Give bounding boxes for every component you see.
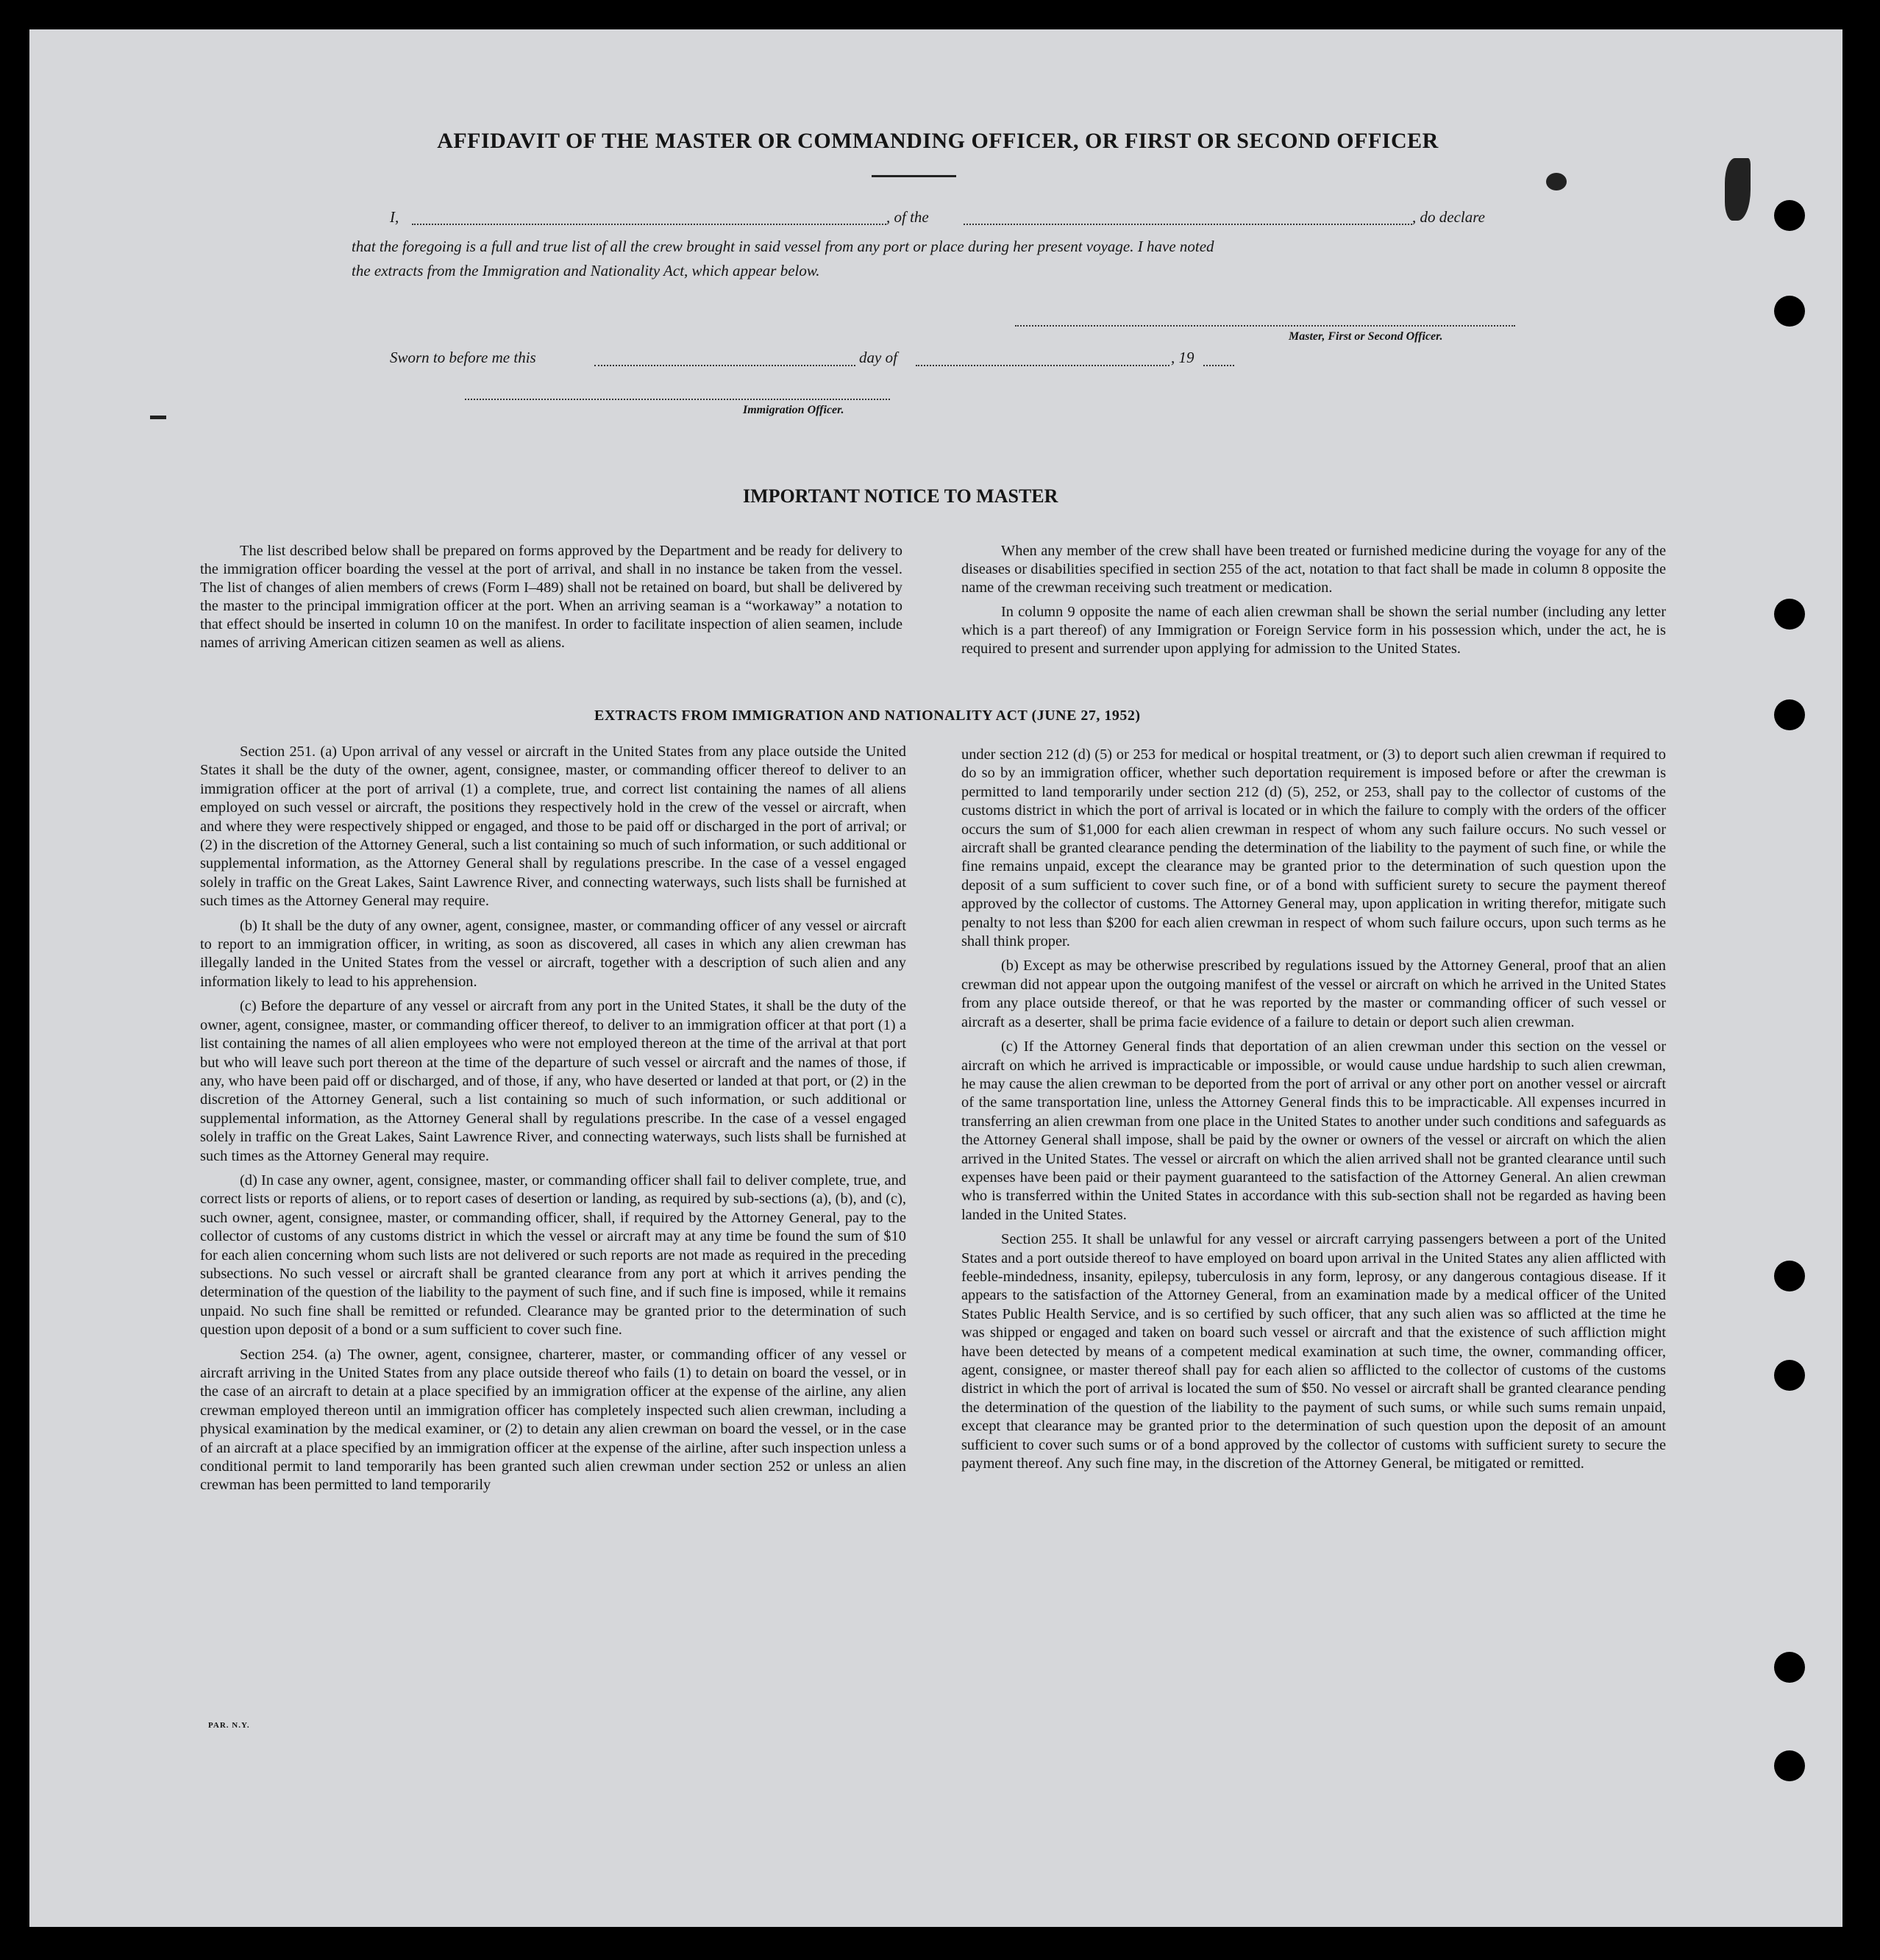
punch-hole bbox=[1774, 699, 1805, 730]
punch-hole bbox=[1774, 599, 1805, 630]
notice-right-column bbox=[961, 542, 1666, 664]
section-251a: Section 251. (a) Upon arrival of any vessel or aircraft in the United States from any place outside the United States it shall be the duty of the owner, agent, consignee, master, or commanding officer thereof to deliver to an immigration officer at the port of arrival (1) a complete, true, and correct list containing the names of all aliens employed on such vessel or aircraft, the positions they respectively hold in the crew of the vessel or aircraft, when and where they were respectively shipped or engaged, and those to be paid off or discharged in the port of arrival; or (2) in the discretion of the Attorney General, such a list containing so much of such information, or such additional or supplemental information, as the Attorney General shall by regulations prescribe. In the case of a vessel engaged solely in traffic on the Great Lakes, Saint Lawrence River, and connecting waterways, such lists shall be furnished at such times as the Attorney General may require. bbox=[200, 744, 906, 910]
declare-do: , do declare bbox=[1412, 208, 1485, 226]
sworn-date-blank[interactable] bbox=[594, 363, 855, 366]
notice-left-paragraph: The list described below shall be prepared on forms approved by the Department and be ready for delivery to the immigration officer boarding the vessel at the port of arrival, and shall in no instance be taken from the vessel. The list of changes of alien members of crews (Form I–489) shall not be retained on board, but shall be delivered by the master to the principal immigration officer at the port. When an arriving seaman is a “workaway” a notation to that effect should be inserted in column 10 on the manifest. In order to facilitate inspection of alien seamen, include names of arriving American citizen seamen as well as aliens. bbox=[200, 543, 902, 651]
statement-line-1: that the foregoing is a full and true list of all the crew brought in said vessel from any port or place during her present voyage. I have noted bbox=[352, 238, 1214, 255]
section-254a-continued: under section 212 (d) (5) or 253 for medical or hospital treatment, or (3) to deport such alien crewman if required to do so by an immigration officer, whether such deportation requirement is imposed before or after the crewman is permitted to land temporarily under section 212 (d) (5), 252, or 253, shall pay to the collector of customs of the customs district in which the port of arrival is located or in which the failure to comply with the orders of the officer occurs the sum of $1,000 for each alien crewman in respect of whom any such failure occurs. No such vessel or aircraft shall be granted clearance pending the determination of the liability to the payment of such fine, or while the fine remains unpaid, except the clearance may be granted prior to the determination of such question upon the deposit of a sum sufficient to cover such fine, or of a bond with sufficient surety to secure the payment thereof approved by the collector of customs. The Attorney General may, upon application in writing therefor, mitigate such penalty to not less than $200 for each alien crewman in respect of whom such failure occurs, upon such terms as he shall think proper. bbox=[961, 746, 1666, 950]
punch-hole bbox=[1774, 200, 1805, 231]
vessel-blank[interactable] bbox=[964, 222, 1412, 225]
affidavit-title: AFFIDAVIT OF THE MASTER OR COMMANDING OFFICER, OR FIRST OR SECOND OFFICER bbox=[437, 129, 1439, 153]
declare-i: I, bbox=[390, 208, 399, 226]
notice-heading: IMPORTANT NOTICE TO MASTER bbox=[743, 485, 1058, 507]
punch-hole bbox=[1774, 1652, 1805, 1683]
extracts-heading: EXTRACTS FROM IMMIGRATION AND NATIONALITY ACT (JUNE 27, 1952) bbox=[594, 708, 1141, 724]
master-label: Master, First or Second Officer. bbox=[1289, 330, 1443, 343]
officer-label: Immigration Officer. bbox=[743, 404, 844, 416]
punch-hole bbox=[1774, 1360, 1805, 1391]
sworn-year: , 19 bbox=[1171, 349, 1194, 366]
notice-right-paragraph: In column 9 opposite the name of each alien crewman shall be shown the serial number (including any letter which is a part thereof) of any Immigration or Foreign Service form in his possession which, under the act, he is required to present and surrender upon applying for admission to the United States. bbox=[961, 604, 1666, 657]
sworn-prefix: Sworn to before me this bbox=[390, 349, 536, 366]
extracts-right-column bbox=[961, 746, 1666, 1479]
statement-line-2: the extracts from the Immigration and Nationality Act, which appear below. bbox=[352, 262, 820, 279]
section-251c: (c) Before the departure of any vessel or aircraft from any port in the United States, it shall be the duty of the owner, agent, consignee, master, or commanding officer thereof, to deliver to an immigration officer at that port (1) a list containing the names of all alien employees who were not employed thereon at the time of the arrival at that port but who will leave such port thereon at the time of the departure of such vessel or aircraft and the names of those, if any, who have been paid off or discharged, and of those, if any, who have deserted or landed at that port, or (2) in the discretion of the Attorney General, such a list containing so much of such information, or such additional or supplemental information, as the Attorney General shall by regulations prescribe. In the case of a vessel engaged solely in traffic on the Great Lakes, Saint Lawrence River, and connecting waterways, such lists shall be furnished at such times as the Attorney General may require. bbox=[200, 998, 906, 1164]
sworn-day-of: day of bbox=[859, 349, 897, 366]
section-251b: (b) It shall be the duty of any owner, agent, consignee, master, or commanding officer of any vessel or aircraft to report to an immigration officer, in writing, as soon as discovered, all cases in which any alien crewman has illegally landed in the United States from the vessel or aircraft, together with a description of such alien and any information likely to lead to his apprehension. bbox=[200, 917, 906, 990]
title-underline bbox=[872, 175, 956, 177]
sworn-month-blank[interactable] bbox=[916, 363, 1169, 366]
printer-mark: PAR. N.Y. bbox=[208, 1721, 250, 1730]
margin-mark bbox=[150, 416, 166, 419]
notice-right-paragraph: When any member of the crew shall have been treated or furnished medicine during the voyage for any of the diseases or disabilities specified in section 255 of the act, notation to that fact shall be made in column 8 opposite the name of the crewman receiving such treatment or medication. bbox=[961, 543, 1666, 596]
torn-edge-mark bbox=[1725, 158, 1751, 221]
section-254c: (c) If the Attorney General finds that deportation of an alien crewman under this section on the vessel or aircraft on which he arrived is impracticable or impossible, or would cause undue hardship to such alien crewman, he may cause the alien crewman to be deported from the port of arrival or any other port on another vessel or aircraft of the same transportation line, unless the Attorney General finds this to be impracticable. All expenses incurred in transferring an alien crewman from one place in the United States to another under such conditions and safeguards as the Attorney General shall impose, shall be paid by the owner or owners of the vessel or aircraft on which the alien arrived in the United States. The vessel or aircraft on which the alien arrived shall not be granted clearance until such expenses have been paid or their payment guaranteed to the satisfaction of the Attorney General. An alien crewman who is transferred within the United States in accordance with this sub-section shall not be regarded as having been landed in the United States. bbox=[961, 1038, 1666, 1223]
punch-hole bbox=[1774, 1750, 1805, 1781]
officer-signature-line[interactable] bbox=[465, 397, 890, 400]
section-254b: (b) Except as may be otherwise prescribed by regulations issued by the Attorney General, proof that an alien crewman did not appear upon the outgoing manifest of the vessel or aircraft on which he arrived in the United States from any place outside thereof, or that he was reported by the master or commanding officer of such vessel or aircraft as a deserter, shall be prima facie evidence of a failure to detain or deport such alien crewman. bbox=[961, 958, 1666, 1030]
section-254a: Section 254. (a) The owner, agent, consignee, charterer, master, or commanding officer of any vessel or aircraft arriving in the United States from any place outside thereof who fails (1) to detain on board the vessel, or in the case of an aircraft to detain at a place specified by an immigration officer at the expense of the airline, any alien crewman employed thereon until an immigration officer has completely inspected such alien crewman, including a physical examination by the medical examiner, or (2) to detain any alien crewman on board the vessel, or in the case of an aircraft at a place specified by an immigration officer at the expense of the airline, after such inspection unless a conditional permit to land temporarily has been granted such alien crewman under section 252 or unless an alien crewman has been permitted to land temporarily bbox=[200, 1346, 906, 1494]
punch-hole bbox=[1774, 1261, 1805, 1291]
extracts-left-column bbox=[200, 743, 906, 1501]
section-255: Section 255. It shall be unlawful for any vessel or aircraft carrying passengers between a port of the United States and a port outside thereof to have employed on board upon arrival in the United States any alien afflicted with feeble-mindedness, insanity, epilepsy, tuberculosis in any form, leprosy, or any dangerous contagious disease. If it appears to the satisfaction of the Attorney General, from an examination made by a medical officer of the United States Public Health Service, and is so certified by such officer, that any such alien was so afflicted at the time he was shipped or engaged and taken on board such vessel or aircraft and that the existence of such affliction might have been detected by means of a competent medical examination at such time, the owner, commanding officer, agent, consignee, or master thereof shall pay for each alien so afflicted to the collector of customs of the customs district in which the port of arrival is located the sum of $50. No vessel or aircraft shall be granted clearance pending the determination of the question of the liability to the payment of such sums, or while such sums remain unpaid, except that clearance may be granted prior to the determination of such question upon the deposit of an amount sufficient to cover such sums or of a bond approved by the collector of customs with sufficient surety to secure the payment thereof. Any such fine may, in the discretion of the Attorney General, be mitigated or remitted. bbox=[961, 1231, 1666, 1472]
master-signature-line[interactable] bbox=[1015, 324, 1515, 327]
notice-left-column bbox=[200, 542, 902, 658]
declare-of-the: , of the bbox=[886, 208, 929, 226]
section-251d: (d) In case any owner, agent, consignee, master, or commanding officer shall fail to deliver complete, true, and correct lists or reports of aliens, or to report cases of desertion or landing, as required by sub-sections (a), (b), and (c), such owner, agent, consignee, master, or commanding officer, shall, if required by the Attorney General, pay to the collector of customs of any customs district in which the vessel or aircraft may at any time be found the sum of $10 for each alien concerning whom such lists are not delivered or such reports are not made as required in the preceding subsections. No such vessel or aircraft shall be granted clearance from any port at which it arrives pending the determination of the question of the liability to the payment of such fine, and if such fine is imposed, while it remains unpaid. No such fine shall be remitted or refunded. Clearance may be granted prior to the determination of such question upon deposit of a bond or a sum sufficient to cover such fine. bbox=[200, 1172, 906, 1339]
name-blank[interactable] bbox=[412, 222, 886, 225]
punch-hole bbox=[1774, 296, 1805, 327]
ink-blot bbox=[1546, 173, 1567, 190]
sworn-year-blank[interactable] bbox=[1203, 363, 1234, 366]
